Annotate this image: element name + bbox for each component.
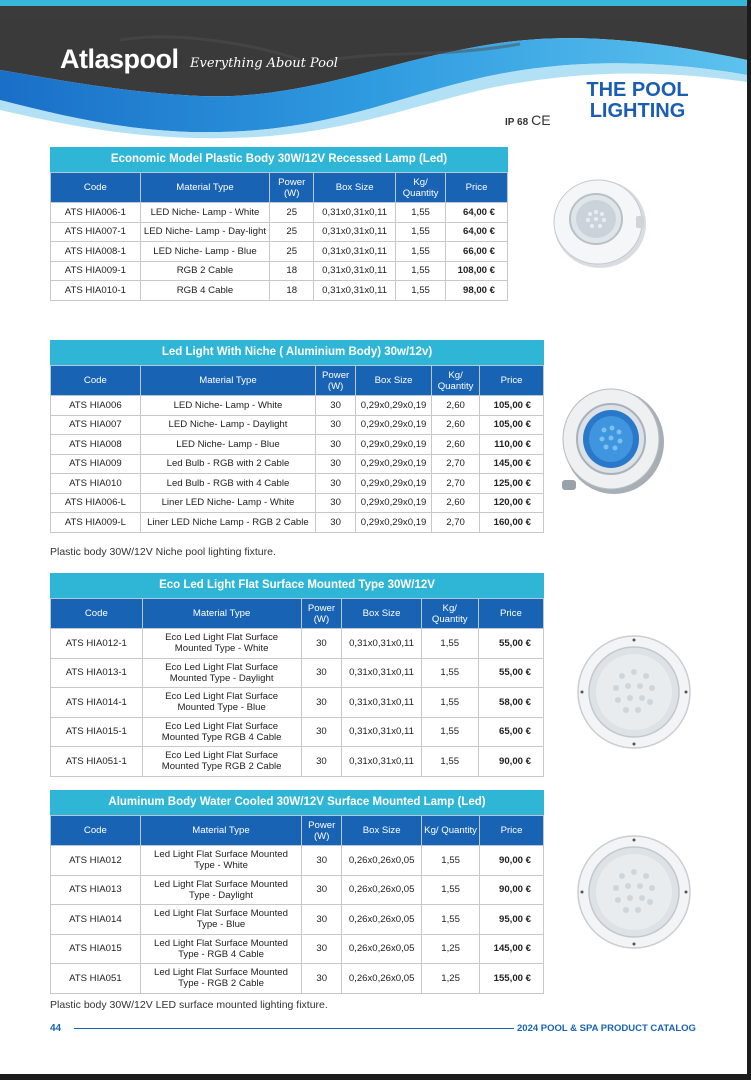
table-row [51, 688, 544, 718]
cell-power: 18 [270, 281, 314, 301]
cell-price: 120,00 € [480, 493, 544, 513]
eco-flat-lamp-image [574, 632, 694, 752]
table-row [51, 493, 544, 513]
cell-code: ATS HIA009-1 [51, 261, 141, 281]
cell-box-size: 0,31x0,31x0,11 [314, 261, 396, 281]
cell-power: 25 [270, 222, 314, 242]
cell-kg-quantity: 2,60 [432, 435, 480, 455]
cell-box-size: 0,31x0,31x0,11 [314, 281, 396, 301]
footer-divider [74, 1028, 514, 1029]
cell-box-size: 0,31x0,31x0,11 [342, 717, 421, 747]
table-row [51, 474, 544, 494]
aluminum-surface-lamp-image [574, 832, 694, 952]
cell-code: ATS HIA013-1 [51, 658, 143, 688]
cell-box-size: 0,31x0,31x0,11 [342, 629, 421, 659]
cell-price: 64,00 € [446, 203, 508, 223]
cell-material-type: Led Light Flat Surface Mounted Type - White [140, 846, 301, 876]
cell-kg-quantity: 1,55 [421, 658, 478, 688]
table-aluminum-water-cooled [50, 790, 544, 994]
cell-code: ATS HIA013 [51, 875, 141, 905]
cell-material-type: Led Bulb - RGB with 2 Cable [140, 454, 315, 474]
cell-code: ATS HIA051-1 [51, 747, 143, 777]
column-header-kg-quantity: Kg/ Quantity [396, 173, 446, 203]
cell-price: 58,00 € [478, 688, 543, 718]
cell-material-type: Led Light Flat Surface Mounted Type - RGB 2 Cable [140, 964, 301, 994]
cell-material-type: RGB 4 Cable [140, 281, 270, 301]
page-title-line2: LIGHTING [589, 100, 686, 122]
table-row [51, 934, 544, 964]
cell-kg-quantity: 2,60 [432, 396, 480, 416]
table-row [51, 513, 544, 533]
table-row [51, 875, 544, 905]
table-title: Eco Led Light Flat Surface Mounted Type 30W/12V [50, 573, 544, 598]
column-header-kg-quantity: Kg/ Quantity [432, 366, 480, 396]
cell-box-size: 0,26x0,26x0,05 [342, 964, 422, 994]
cell-code: ATS HIA007-1 [51, 222, 141, 242]
cell-kg-quantity: 1,25 [422, 934, 480, 964]
table-row [51, 281, 508, 301]
table-row [51, 905, 544, 935]
cell-box-size: 0,31x0,31x0,11 [342, 688, 421, 718]
cell-code: ATS HIA007 [51, 415, 141, 435]
cell-price: 160,00 € [480, 513, 544, 533]
cell-material-type: Eco Led Light Flat Surface Mounted Type - White [142, 629, 301, 659]
cell-kg-quantity: 1,55 [421, 629, 478, 659]
cell-material-type: LED Niche- Lamp - White [140, 203, 270, 223]
cell-power: 30 [316, 474, 356, 494]
cell-price: 55,00 € [478, 658, 543, 688]
cell-price: 95,00 € [480, 905, 544, 935]
column-header-box-size: Box Size [356, 366, 432, 396]
cell-kg-quantity: 2,70 [432, 454, 480, 474]
cell-price: 90,00 € [478, 747, 543, 777]
cell-code: ATS HIA006-1 [51, 203, 141, 223]
cell-price: 145,00 € [480, 454, 544, 474]
cell-kg-quantity: 2,60 [432, 415, 480, 435]
cell-power: 30 [316, 415, 356, 435]
niche-lamp-image [556, 384, 666, 504]
cell-kg-quantity: 1,55 [422, 846, 480, 876]
column-header-material-type: Material Type [140, 816, 301, 846]
cell-price: 98,00 € [446, 281, 508, 301]
cell-material-type: Led Bulb - RGB with 4 Cable [140, 474, 315, 494]
cell-kg-quantity: 1,55 [422, 875, 480, 905]
column-header-box-size: Box Size [314, 173, 396, 203]
table-led-niche-aluminium [50, 340, 544, 533]
column-header-material-type: Material Type [140, 173, 270, 203]
cell-code: ATS HIA014 [51, 905, 141, 935]
cell-box-size: 0,31x0,31x0,11 [314, 203, 396, 223]
table-row [51, 261, 508, 281]
column-header-material-type: Material Type [142, 599, 301, 629]
brand-logo: Atlaspool [60, 44, 179, 74]
column-header-code: Code [51, 366, 141, 396]
ip-rating: IP 68 [505, 117, 529, 128]
column-header-price: Price [480, 366, 544, 396]
table-row [51, 964, 544, 994]
cell-power: 30 [301, 717, 342, 747]
table-header-row [51, 816, 544, 846]
cell-price: 90,00 € [480, 846, 544, 876]
cell-power: 30 [302, 934, 342, 964]
column-header-box-size: Box Size [342, 599, 421, 629]
table-row [51, 222, 508, 242]
cell-kg-quantity: 1,55 [396, 261, 446, 281]
cell-price: 155,00 € [480, 964, 544, 994]
cell-code: ATS HIA008-1 [51, 242, 141, 262]
cell-material-type: LED Niche- Lamp - Daylight [140, 415, 315, 435]
cell-power: 30 [302, 875, 342, 905]
cell-material-type: Eco Led Light Flat Surface Mounted Type RGB 2 Cable [142, 747, 301, 777]
cell-kg-quantity: 2,60 [432, 493, 480, 513]
cell-code: ATS HIA006-L [51, 493, 141, 513]
table-title: Aluminum Body Water Cooled 30W/12V Surface Mounted Lamp (Led) [50, 790, 544, 815]
cell-box-size: 0,29x0,29x0,19 [356, 435, 432, 455]
cell-price: 90,00 € [480, 875, 544, 905]
cell-code: ATS HIA015 [51, 934, 141, 964]
cell-material-type: Led Light Flat Surface Mounted Type - Daylight [140, 875, 301, 905]
cell-price: 110,00 € [480, 435, 544, 455]
table-title: Led Light With Niche ( Aluminium Body) 30w/12v) [50, 340, 544, 365]
cell-material-type: Led Light Flat Surface Mounted Type - Blue [140, 905, 301, 935]
cell-power: 30 [301, 688, 342, 718]
cell-code: ATS HIA009 [51, 454, 141, 474]
cell-kg-quantity: 1,55 [421, 688, 478, 718]
cell-code: ATS HIA010-1 [51, 281, 141, 301]
cell-code: ATS HIA051 [51, 964, 141, 994]
cell-power: 30 [302, 846, 342, 876]
column-header-material-type: Material Type [140, 366, 315, 396]
cell-power: 30 [316, 454, 356, 474]
table-row [51, 203, 508, 223]
page-title-line1: THE POOL [586, 79, 689, 101]
note-niche-fixture: Plastic body 30W/12V Niche pool lighting fixture. [50, 546, 276, 558]
table-row [51, 396, 544, 416]
cell-power: 30 [302, 905, 342, 935]
table-eco-flat-surface [50, 573, 544, 777]
cell-material-type: LED Niche- Lamp - White [140, 396, 315, 416]
cell-power: 30 [302, 964, 342, 994]
cell-code: ATS HIA012-1 [51, 629, 143, 659]
cell-price: 55,00 € [478, 629, 543, 659]
cell-power: 30 [316, 396, 356, 416]
cell-material-type: Eco Led Light Flat Surface Mounted Type - Blue [142, 688, 301, 718]
cell-price: 105,00 € [480, 415, 544, 435]
column-header-power: Power (W) [301, 599, 342, 629]
column-header-code: Code [51, 816, 141, 846]
cell-code: ATS HIA012 [51, 846, 141, 876]
cell-price: 125,00 € [480, 474, 544, 494]
cell-price: 145,00 € [480, 934, 544, 964]
table-economic-recessed-lamp [50, 147, 508, 301]
certification-badges [505, 112, 551, 128]
table-header-row [51, 599, 544, 629]
table-row [51, 658, 544, 688]
cell-power: 25 [270, 242, 314, 262]
recessed-lamp-image [548, 172, 648, 272]
cell-kg-quantity: 1,55 [421, 717, 478, 747]
cell-power: 30 [301, 658, 342, 688]
table-row [51, 846, 544, 876]
cell-box-size: 0,31x0,31x0,11 [314, 222, 396, 242]
column-header-box-size: Box Size [342, 816, 422, 846]
cell-material-type: Eco Led Light Flat Surface Mounted Type RGB 4 Cable [142, 717, 301, 747]
table-row [51, 747, 544, 777]
table-row [51, 242, 508, 262]
cell-material-type: LED Niche- Lamp - Blue [140, 435, 315, 455]
cell-box-size: 0,29x0,29x0,19 [356, 415, 432, 435]
cell-kg-quantity: 1,55 [421, 747, 478, 777]
table-header-row [51, 366, 544, 396]
cell-power: 30 [316, 513, 356, 533]
cell-code: ATS HIA008 [51, 435, 141, 455]
cell-box-size: 0,26x0,26x0,05 [342, 934, 422, 964]
note-surface-fixture: Plastic body 30W/12V LED surface mounted lighting fixture. [50, 999, 328, 1011]
cell-power: 30 [316, 493, 356, 513]
cell-price: 64,00 € [446, 222, 508, 242]
cell-box-size: 0,31x0,31x0,11 [342, 747, 421, 777]
cell-box-size: 0,29x0,29x0,19 [356, 454, 432, 474]
cell-kg-quantity: 1,25 [422, 964, 480, 994]
column-header-kg-quantity: Kg/ Quantity [421, 599, 478, 629]
cell-kg-quantity: 2,70 [432, 513, 480, 533]
cell-power: 18 [270, 261, 314, 281]
cell-box-size: 0,26x0,26x0,05 [342, 875, 422, 905]
cell-box-size: 0,29x0,29x0,19 [356, 493, 432, 513]
cell-box-size: 0,31x0,31x0,11 [314, 242, 396, 262]
column-header-price: Price [478, 599, 543, 629]
cell-power: 30 [301, 747, 342, 777]
cell-power: 30 [316, 435, 356, 455]
cell-price: 65,00 € [478, 717, 543, 747]
column-header-code: Code [51, 599, 143, 629]
table-row [51, 435, 544, 455]
cell-material-type: Eco Led Light Flat Surface Mounted Type - Daylight [142, 658, 301, 688]
cell-material-type: LED Niche- Lamp - Blue [140, 242, 270, 262]
cell-kg-quantity: 1,55 [422, 905, 480, 935]
cell-code: ATS HIA014-1 [51, 688, 143, 718]
cell-kg-quantity: 2,70 [432, 474, 480, 494]
column-header-kg-quantity: Kg/ Quantity [422, 816, 480, 846]
cell-price: 108,00 € [446, 261, 508, 281]
column-header-price: Price [446, 173, 508, 203]
cell-price: 105,00 € [480, 396, 544, 416]
table-header-row [51, 173, 508, 203]
cell-material-type: Liner LED Niche Lamp - RGB 2 Cable [140, 513, 315, 533]
cell-material-type: RGB 2 Cable [140, 261, 270, 281]
table-title: Economic Model Plastic Body 30W/12V Recessed Lamp (Led) [50, 147, 508, 172]
cell-code: ATS HIA010 [51, 474, 141, 494]
cell-box-size: 0,26x0,26x0,05 [342, 846, 422, 876]
cell-kg-quantity: 1,55 [396, 242, 446, 262]
table-row [51, 415, 544, 435]
cell-material-type: LED Niche- Lamp - Day-light [140, 222, 270, 242]
table-row [51, 629, 544, 659]
cell-box-size: 0,31x0,31x0,11 [342, 658, 421, 688]
column-header-power: Power (W) [316, 366, 356, 396]
brand-tagline: Everything About Pool [190, 56, 338, 71]
catalog-name: 2024 POOL & SPA PRODUCT CATALOG [517, 1023, 696, 1034]
column-header-power: Power (W) [302, 816, 342, 846]
column-header-code: Code [51, 173, 141, 203]
cell-material-type: Led Light Flat Surface Mounted Type - RGB 4 Cable [140, 934, 301, 964]
page-title [570, 80, 705, 122]
cell-code: ATS HIA006 [51, 396, 141, 416]
table-row [51, 717, 544, 747]
column-header-power: Power (W) [270, 173, 314, 203]
cell-box-size: 0,29x0,29x0,19 [356, 474, 432, 494]
cell-box-size: 0,29x0,29x0,19 [356, 396, 432, 416]
page-number: 44 [50, 1023, 62, 1034]
cell-power: 30 [301, 629, 342, 659]
cell-price: 66,00 € [446, 242, 508, 262]
cell-kg-quantity: 1,55 [396, 281, 446, 301]
cell-box-size: 0,26x0,26x0,05 [342, 905, 422, 935]
column-header-price: Price [480, 816, 544, 846]
cell-box-size: 0,29x0,29x0,19 [356, 513, 432, 533]
cell-code: ATS HIA015-1 [51, 717, 143, 747]
cell-material-type: Liner LED Niche- Lamp - White [140, 493, 315, 513]
table-row [51, 454, 544, 474]
ce-mark: CE [531, 112, 551, 128]
cell-power: 25 [270, 203, 314, 223]
cell-kg-quantity: 1,55 [396, 222, 446, 242]
cell-code: ATS HIA009-L [51, 513, 141, 533]
cell-kg-quantity: 1,55 [396, 203, 446, 223]
